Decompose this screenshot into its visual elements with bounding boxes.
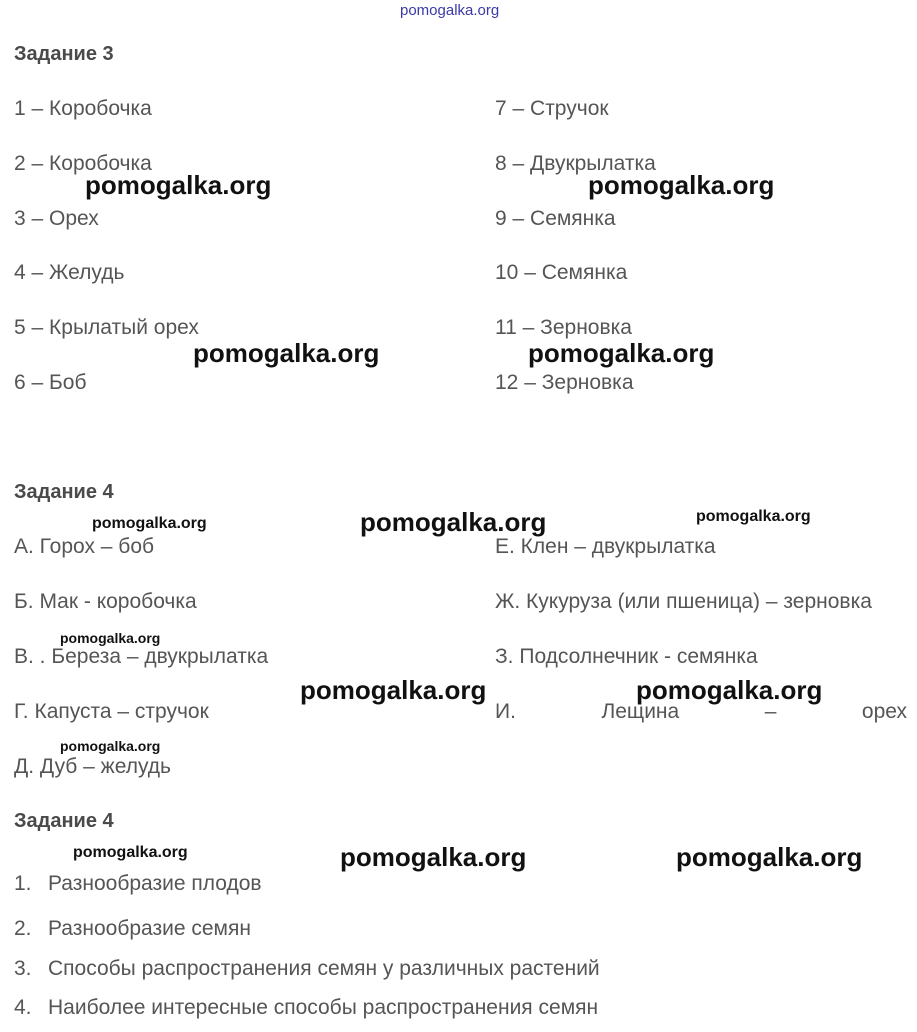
watermark: pomogalka.org xyxy=(588,170,775,200)
answer-item: 10 – Семянка xyxy=(495,261,628,284)
watermark: pomogalka.org xyxy=(676,842,863,872)
watermark: pomogalka.org xyxy=(696,508,811,525)
match-item: Ж. Кукуруза (или пшеница) – зерновка xyxy=(495,590,872,613)
match-letter: И. xyxy=(495,700,516,723)
answer-item: 6 – Боб xyxy=(14,371,87,394)
answer-item: 3 – Орех xyxy=(14,207,99,230)
answer-item: 5 – Крылатый орех xyxy=(14,316,199,339)
section-3-heading: Задание 3 xyxy=(14,43,114,65)
list-number: 2. xyxy=(14,917,32,940)
list-item xyxy=(14,872,262,896)
match-item: Д. Дуб – желудь xyxy=(14,755,171,778)
section-4b-heading: Задание 4 xyxy=(14,810,114,832)
list-text: Способы распространения семян у различных растений xyxy=(48,957,600,980)
answer-item: 8 – Двукрылатка xyxy=(495,152,656,175)
answer-item: 12 – Зерновка xyxy=(495,371,634,394)
match-plant: Лещина xyxy=(601,700,680,723)
answer-item: 1 – Коробочка xyxy=(14,97,152,120)
match-item: Б. Мак - коробочка xyxy=(14,590,197,613)
list-text: Разнообразие семян xyxy=(48,917,251,940)
match-item: З. Подсолнечник - семянка xyxy=(495,645,758,668)
watermark: pomogalka.org xyxy=(300,675,487,705)
match-fruit: орех xyxy=(861,700,907,723)
watermark: pomogalka.org xyxy=(193,338,380,368)
watermark: pomogalka.org xyxy=(528,338,715,368)
answer-item: 11 – Зерновка xyxy=(495,316,632,339)
list-item xyxy=(14,996,598,1020)
watermark: pomogalka.org xyxy=(360,507,547,537)
watermark: pomogalka.org xyxy=(340,842,527,872)
watermark: pomogalka.org xyxy=(60,630,161,646)
list-number: 1. xyxy=(14,872,32,895)
watermark: pomogalka.org xyxy=(85,170,272,200)
watermark: pomogalka.org xyxy=(636,675,823,705)
match-item: А. Горох – боб xyxy=(14,535,155,558)
answer-item: 7 – Стручок xyxy=(495,97,609,120)
list-text: Разнообразие плодов xyxy=(48,872,262,895)
answer-item: 2 – Коробочка xyxy=(14,152,152,175)
watermark: pomogalka.org xyxy=(92,515,207,532)
match-item: В. . Береза – двукрылатка xyxy=(14,645,269,668)
top-watermark: pomogalka.org xyxy=(400,2,500,19)
list-item xyxy=(14,917,251,941)
list-text: Наиболее интересные способы распространения семян xyxy=(48,996,599,1019)
answer-item: 4 – Желудь xyxy=(14,261,125,284)
section-4-heading: Задание 4 xyxy=(14,481,114,503)
list-number: 3. xyxy=(14,957,32,980)
watermark: pomogalka.org xyxy=(73,844,188,861)
match-item: Г. Капуста – стручок xyxy=(14,700,209,723)
match-item: Е. Клен – двукрылатка xyxy=(495,535,716,558)
list-number: 4. xyxy=(14,996,32,1019)
match-dash: – xyxy=(764,700,777,723)
answer-item: 9 – Семянка xyxy=(495,207,616,230)
watermark: pomogalka.org xyxy=(60,738,161,754)
list-item xyxy=(14,957,600,981)
